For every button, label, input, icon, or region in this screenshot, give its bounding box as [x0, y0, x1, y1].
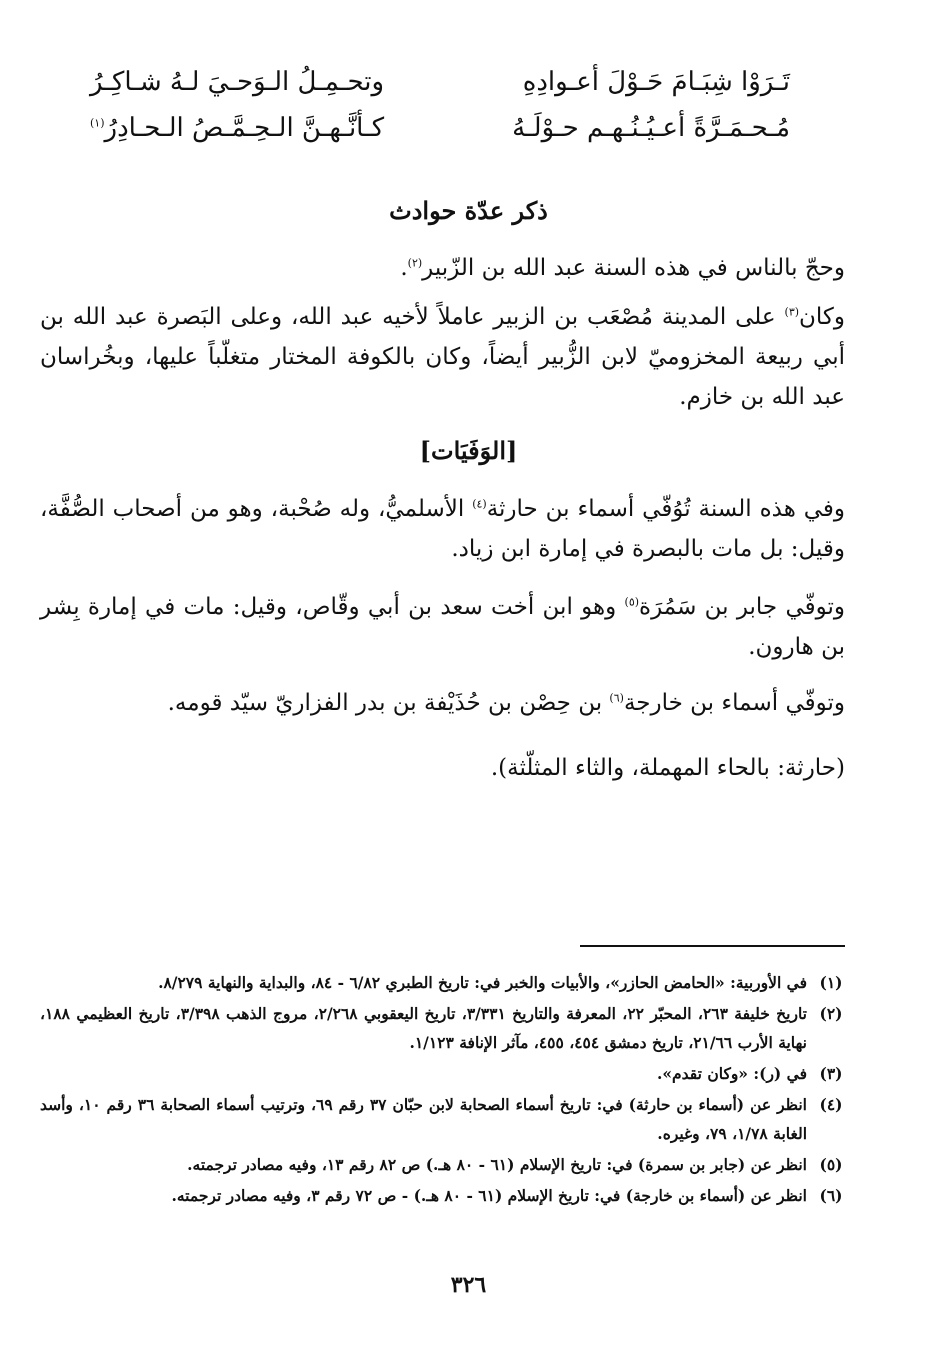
footnote-ref-3[interactable]: (٣): [784, 305, 800, 319]
death-paragraph-2: [40, 587, 845, 667]
footnote-number: (١): [819, 973, 843, 992]
footnote-number: (٥): [819, 1155, 843, 1174]
verse-2-right-hemistich: مُـحـمَـرَّةً أعـيُـنُـهـم حـوْلَـهُ: [512, 113, 790, 143]
verse-2-left-hemistich: [90, 113, 384, 143]
page-number: ٣٢٦: [450, 1272, 487, 1298]
footnote-text: انظر عن (جابر بن سمرة) في: تاريخ الإسلام (٦١ - ٨٠ هـ.) ص ٨٢ رقم ١٣، وفيه مصادر ترجمته.: [187, 1155, 807, 1174]
footnote-1: [40, 968, 855, 997]
death-1-text: الأسلميُّ، وله صُحْبة، وهو من أصحاب الصُّفَّة، وقيل: بل مات بالبصرة في إمارة ابن زياد.: [40, 496, 845, 562]
footnote-number: (٤): [819, 1095, 843, 1114]
footnote-5: [40, 1150, 855, 1179]
verse-1-left-hemistich: وتحـمِـلُ الـوَحـيَ لـهُ شـاكِـرُ: [90, 67, 385, 97]
verse-2-left-text: كـأنَّـهـنَّ الـحِـمَّـصُ الـحـادِرُ: [104, 113, 385, 143]
footnote-6: [40, 1181, 855, 1210]
footnote-4: [40, 1090, 855, 1148]
footnote-2: [40, 999, 855, 1057]
section-title: ذكر عدّة حوادث: [389, 196, 548, 225]
death-paragraph-1: [40, 489, 845, 569]
verse-line-2: [90, 108, 790, 148]
event-paragraph-2: [40, 297, 845, 417]
death-2-head: وتوفّي جابر بن سَمُرَة: [639, 594, 845, 620]
verse-line-1: [90, 62, 790, 102]
death-1-head: وفي هذه السنة تُوُفّي أسماء بن حارثة: [486, 496, 845, 522]
deaths-title: [الوَفَيَات]: [419, 436, 518, 465]
footnote-ref-5[interactable]: (٥): [624, 595, 640, 609]
footnotes: [40, 968, 855, 1212]
footnote-number: (٦): [819, 1186, 843, 1205]
footnote-3: [40, 1059, 855, 1088]
death-paragraph-3: [40, 683, 845, 723]
footnote-text: تاريخ خليفة ٢٦٣، المحبّر ٢٢، المعرفة والتاريخ ٣/٣٣١، تاريخ اليعقوبي ٢/٢٦٨، مروج الذهب ٣/٣٩٨، تاريخ العظيمي ١٨٨، نهاية الأرب ٢١/٦٦، تاريخ دمشق ٤٥٤، ٤٥٥، مآثر الإنافة ١/١٢٣.: [40, 1004, 807, 1052]
event-1-text: وحجّ بالناس في هذه السنة عبد الله بن الزّبير: [422, 255, 845, 281]
footnote-text: في (ر): «وكان تقدم».: [656, 1064, 807, 1083]
death-3-text: بن حِصْن بن حُذَيْفة بن بدر الفزاريّ سيّد قومه.: [167, 690, 610, 716]
footnote-divider: [580, 945, 845, 947]
footnote-number: (٢): [819, 1004, 843, 1023]
death-3-head: وتوفّي أسماء بن خارجة: [623, 690, 845, 716]
footnote-text: في الأوربية: «الحامض الحازر»، والأبيات والخبر في: تاريخ الطبري ٦/٨٢ - ٨٤، والبداية والنهاية ٨/٢٧٩.: [158, 973, 807, 992]
footnote-number: (٣): [819, 1064, 843, 1083]
footnote-ref-6[interactable]: (٦): [609, 691, 624, 705]
event-paragraph-1: [40, 248, 845, 288]
footnote-ref-1[interactable]: (١): [90, 116, 105, 130]
footnote-text: انظر عن (أسماء بن حارثة) في: تاريخ أسماء الصحابة لابن حبّان ٣٧ رقم ٦٩، وترتيب أسماء الصحابة ٣٦ رقم ١٠، وأسد الغابة ١/٧٨، ٧٩، وغيره.: [40, 1095, 807, 1143]
footnote-text: انظر عن (أسماء بن خارجة) في: تاريخ الإسلام (٦١ - ٨٠ هـ.) - ص ٧٢ رقم ٣، وفيه مصادر ترجمته.: [171, 1186, 807, 1205]
verse-1-right-hemistich: تَـرَوْا شِبَـامَ حَـوْلَ أعـوادِهِ: [522, 67, 790, 97]
footnote-ref-4[interactable]: (٤): [472, 497, 487, 511]
event-2-head: وكان: [799, 304, 845, 330]
event-2-text: على المدينة مُصْعَب بن الزبير عاملاً لأخيه عبد الله، وعلى البَصرة عبد الله بن أبي ربيعة المخزوميّ لابن الزُّبير أيضاً، وكان بالكوفة المختار متغلّباً عليها، وبخُراسان عبد الله بن خازم.: [40, 304, 845, 410]
death-2-text: وهو ابن أخت سعد بن أبي وقّاص، وقيل: مات في إمارة بِشر بن هارون.: [40, 594, 845, 660]
footnote-ref-2[interactable]: (٢): [407, 256, 423, 270]
spelling-note-text: (حارثة: بالحاء المهملة، والثاء المثلّثة).: [490, 755, 845, 781]
spelling-note: [40, 748, 845, 788]
event-1-tail: .: [400, 255, 408, 281]
